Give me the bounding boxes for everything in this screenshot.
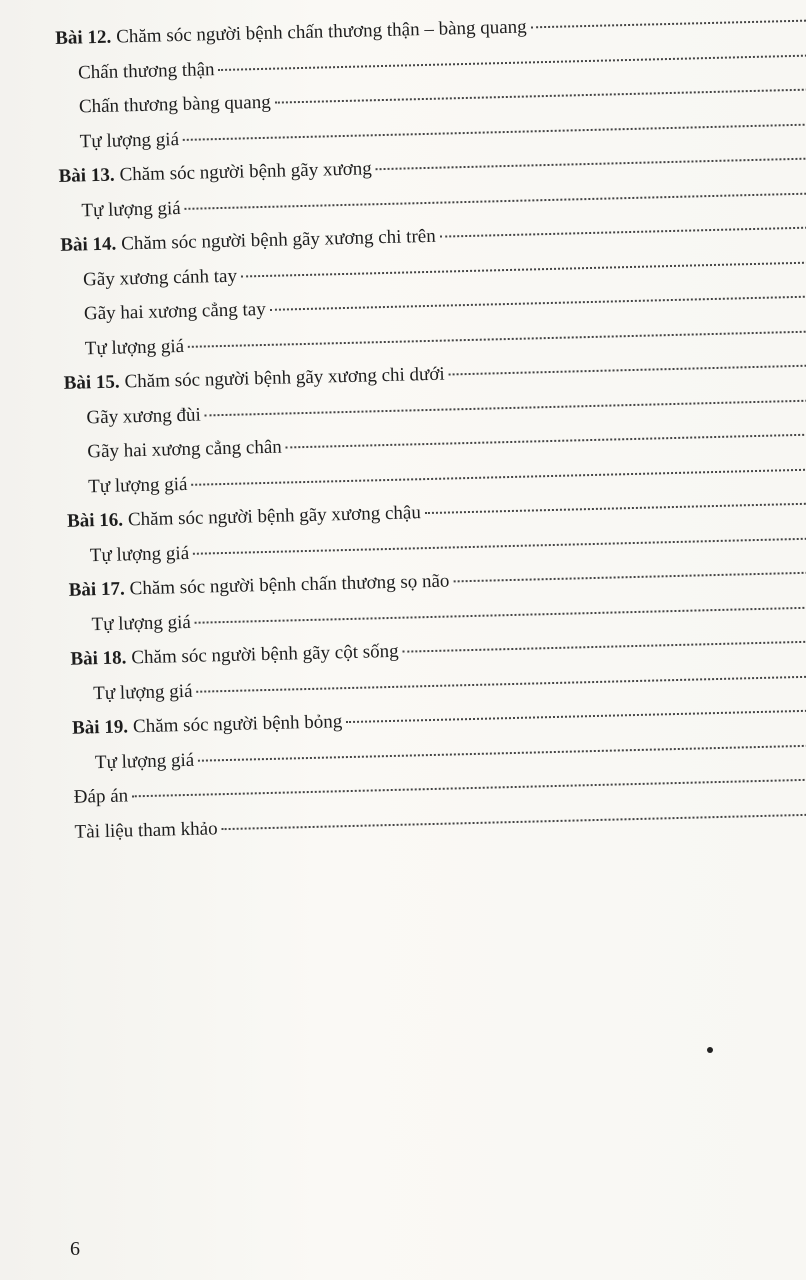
dot-leader bbox=[195, 606, 806, 623]
entry-title: Gãy hai xương cẳng chân bbox=[87, 436, 283, 463]
lesson-number: Bài 16. bbox=[66, 509, 124, 532]
entry-title: Chăm sóc người bệnh bỏng bbox=[132, 711, 343, 738]
entry-title: Chăm sóc người bệnh chấn thương thận – bàng quang bbox=[115, 16, 527, 48]
entry-title: Tài liệu tham khảo bbox=[74, 817, 218, 843]
dot-leader bbox=[286, 434, 806, 449]
lesson-number: Bài 14. bbox=[60, 233, 117, 256]
entry-title: Chăm sóc người bệnh gãy xương chi dưới bbox=[124, 363, 445, 393]
dot-leader bbox=[218, 54, 806, 70]
dot-leader bbox=[198, 744, 806, 761]
dot-leader bbox=[403, 640, 806, 652]
dot-leader bbox=[346, 709, 806, 723]
dot-leader bbox=[196, 675, 806, 692]
lesson-number: Bài 17. bbox=[68, 578, 125, 601]
dot-leader bbox=[275, 89, 806, 104]
dot-leader bbox=[188, 330, 806, 347]
lesson-number: Bài 15. bbox=[63, 371, 120, 394]
entry-title: Tự lượng giá bbox=[94, 749, 195, 773]
dot-leader bbox=[449, 365, 806, 376]
dot-leader bbox=[531, 20, 806, 29]
entry-title: Tự lượng giá bbox=[91, 611, 192, 635]
entry-title: Gãy hai xương cẳng tay bbox=[83, 298, 266, 325]
entry-title: Chăm sóc người bệnh chấn thương sọ não bbox=[129, 570, 450, 600]
entry-title: Tự lượng giá bbox=[79, 128, 180, 152]
dot-leader bbox=[440, 227, 806, 238]
entry-title: Tự lượng giá bbox=[87, 473, 188, 497]
dot-leader bbox=[376, 158, 806, 171]
page-number: 6 bbox=[70, 1238, 80, 1260]
lesson-number: Bài 12. bbox=[55, 26, 112, 49]
dot-leader bbox=[425, 503, 806, 515]
dot-leader bbox=[193, 537, 806, 554]
entry-title: Gãy xương đùi bbox=[86, 404, 202, 428]
entry-title: Chăm sóc người bệnh gãy xương chi trên bbox=[120, 225, 436, 255]
entry-title: Đáp án bbox=[73, 785, 129, 808]
entry-title: Gãy xương cánh tay bbox=[82, 265, 238, 290]
dot-leader bbox=[270, 296, 806, 311]
lesson-number: Bài 18. bbox=[70, 647, 127, 670]
dot-leader bbox=[453, 571, 806, 582]
dot-leader bbox=[205, 399, 806, 416]
entry-title: Tự lượng giá bbox=[89, 542, 190, 566]
dot-leader bbox=[241, 261, 806, 277]
entry-title: Chấn thương thận bbox=[77, 58, 215, 83]
dot-leader bbox=[183, 123, 806, 140]
entry-title: Tự lượng giá bbox=[81, 197, 181, 221]
entry-title: Chăm sóc người bệnh gãy xương chậu bbox=[127, 502, 422, 531]
dot-leader bbox=[185, 192, 806, 209]
entry-title: Chấn thương bàng quang bbox=[78, 91, 271, 118]
lesson-number: Bài 19. bbox=[71, 716, 129, 739]
entry-title: Tự lượng giá bbox=[84, 335, 185, 359]
entry-title: Chăm sóc người bệnh gãy xương bbox=[119, 158, 373, 186]
entry-title: Chăm sóc người bệnh gãy cột sống bbox=[131, 640, 399, 669]
table-of-contents bbox=[55, 10, 806, 856]
entry-title: Tự lượng giá bbox=[93, 680, 193, 704]
lesson-number: Bài 13. bbox=[58, 164, 115, 187]
dot-leader bbox=[222, 813, 806, 830]
ink-spot bbox=[707, 1047, 713, 1053]
dot-leader bbox=[191, 468, 806, 485]
